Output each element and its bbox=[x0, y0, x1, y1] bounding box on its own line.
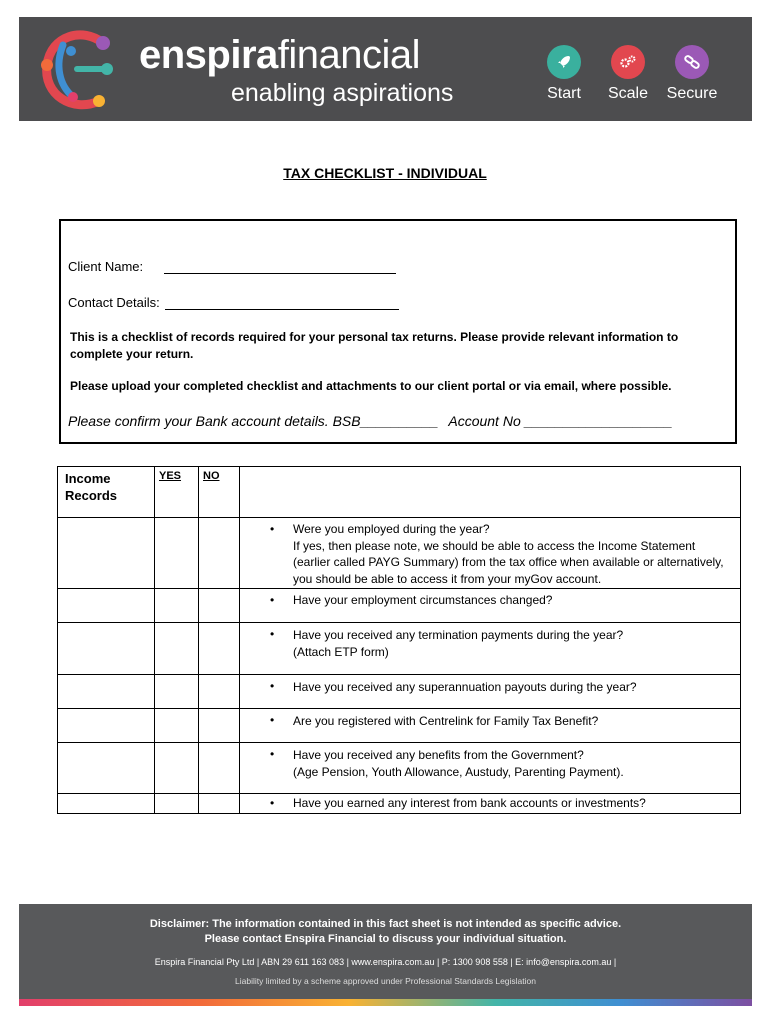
contact-details-label: Contact Details: bbox=[68, 295, 160, 310]
brand-tagline: enabling aspirations bbox=[231, 79, 454, 107]
no-checkbox[interactable] bbox=[199, 623, 240, 675]
table-row bbox=[58, 675, 741, 709]
gears-icon bbox=[611, 45, 645, 79]
yes-checkbox[interactable] bbox=[155, 518, 199, 589]
client-name-row bbox=[68, 259, 396, 274]
bsb-field[interactable]: __________ bbox=[360, 413, 439, 429]
upload-note: Please upload your completed checklist and attachments to our client portal or via email, where possible. bbox=[70, 379, 672, 393]
no-column-header: NO bbox=[199, 467, 240, 518]
pill-start: Start bbox=[534, 45, 594, 103]
pill-secure: Secure bbox=[662, 45, 722, 103]
brand-name: enspirafinancial bbox=[139, 33, 421, 77]
question-text: Have you received any benefits from the Government? (Age Pension, Youth Allowance, Austudy, Parenting Payment). bbox=[293, 748, 624, 779]
document-title: TAX CHECKLIST - INDIVIDUAL bbox=[283, 165, 487, 181]
question-cell bbox=[240, 623, 741, 675]
no-checkbox[interactable] bbox=[199, 518, 240, 589]
bullet: • bbox=[270, 713, 275, 727]
yes-checkbox[interactable] bbox=[155, 675, 199, 709]
pill-scale: Scale bbox=[598, 45, 658, 103]
question-cell bbox=[240, 709, 741, 743]
question-text: Have your employment circumstances changed? bbox=[293, 593, 553, 607]
no-checkbox[interactable] bbox=[199, 675, 240, 709]
bullet: • bbox=[270, 747, 275, 761]
record-cell bbox=[58, 675, 155, 709]
rocket-icon bbox=[547, 45, 581, 79]
account-no-field[interactable]: ___________________ bbox=[524, 413, 673, 429]
yes-checkbox[interactable] bbox=[155, 589, 199, 623]
question-text: Have you received any termination payments during the year? (Attach ETP form) bbox=[293, 628, 624, 659]
checklist-intro: This is a checklist of records required for your personal tax returns. Please provide relevant information to complete your return. bbox=[70, 330, 679, 361]
table-row bbox=[58, 709, 741, 743]
bullet: • bbox=[270, 679, 275, 693]
disclaimer bbox=[19, 917, 752, 947]
question-text: Have you received any superannuation payouts during the year? bbox=[293, 680, 637, 694]
record-cell bbox=[58, 743, 155, 794]
question-cell bbox=[240, 675, 741, 709]
yes-column-header: YES bbox=[155, 467, 199, 518]
record-cell bbox=[58, 518, 155, 589]
bullet: • bbox=[270, 627, 275, 641]
liability-statement: Liability limited by a scheme approved under Professional Standards Legislation bbox=[235, 976, 536, 986]
question-column-header bbox=[240, 467, 741, 518]
bullet: • bbox=[270, 522, 275, 536]
yes-checkbox[interactable] bbox=[155, 794, 199, 814]
client-name-label: Client Name: bbox=[68, 259, 144, 274]
no-checkbox[interactable] bbox=[199, 743, 240, 794]
no-checkbox[interactable] bbox=[199, 709, 240, 743]
account-no-label: Account No bbox=[448, 413, 521, 429]
footer-gradient-bar bbox=[19, 999, 752, 1006]
bank-details-label: Please confirm your Bank account details. BSB bbox=[68, 413, 361, 429]
table-header-row bbox=[58, 467, 741, 518]
client-details-box bbox=[59, 219, 737, 444]
client-name-field[interactable] bbox=[164, 259, 396, 274]
yes-checkbox[interactable] bbox=[155, 623, 199, 675]
table-row bbox=[58, 589, 741, 623]
record-cell bbox=[58, 623, 155, 675]
footer-banner bbox=[19, 904, 752, 1006]
table-row bbox=[58, 794, 741, 814]
question-text: Were you employed during the year? If yes, then please note, we should be able to access the Income Statement (earlier called PAYG Summary) from the tax office when available or alternatively, you should be able to access it from your myGov account. bbox=[293, 522, 724, 586]
yes-checkbox[interactable] bbox=[155, 743, 199, 794]
header-banner bbox=[19, 17, 752, 121]
record-cell bbox=[58, 709, 155, 743]
bullet: • bbox=[270, 593, 275, 607]
income-records-table bbox=[57, 466, 741, 814]
no-checkbox[interactable] bbox=[199, 794, 240, 814]
record-cell bbox=[58, 794, 155, 814]
yes-checkbox[interactable] bbox=[155, 709, 199, 743]
table-row bbox=[58, 518, 741, 589]
table-row bbox=[58, 743, 741, 794]
question-cell bbox=[240, 794, 741, 814]
disclaimer-line-1: Disclaimer: The information contained in this fact sheet is not intended as specific advice. bbox=[149, 918, 622, 930]
no-checkbox[interactable] bbox=[199, 589, 240, 623]
brand bbox=[139, 35, 453, 106]
company-contact-line: Enspira Financial Pty Ltd | ABN 29 611 163 083 | www.enspira.com.au | P: 1300 908 558 | E: info@enspira.com.au | bbox=[154, 957, 617, 967]
enspira-logo-icon bbox=[33, 25, 129, 115]
question-cell bbox=[240, 518, 741, 589]
contact-details-field[interactable] bbox=[165, 295, 399, 310]
question-cell bbox=[240, 589, 741, 623]
disclaimer-line-2: Please contact Enspira Financial to discuss your individual situation. bbox=[204, 933, 567, 945]
bank-details-row bbox=[68, 413, 673, 429]
table-row bbox=[58, 623, 741, 675]
bullet: • bbox=[270, 796, 275, 810]
record-cell bbox=[58, 589, 155, 623]
question-text: Have you earned any interest from bank accounts or investments? bbox=[293, 796, 646, 810]
link-icon bbox=[675, 45, 709, 79]
income-records-header: Income Records bbox=[58, 467, 155, 518]
question-text: Are you registered with Centrelink for Family Tax Benefit? bbox=[293, 714, 599, 728]
contact-details-row bbox=[68, 295, 399, 310]
question-cell bbox=[240, 743, 741, 794]
